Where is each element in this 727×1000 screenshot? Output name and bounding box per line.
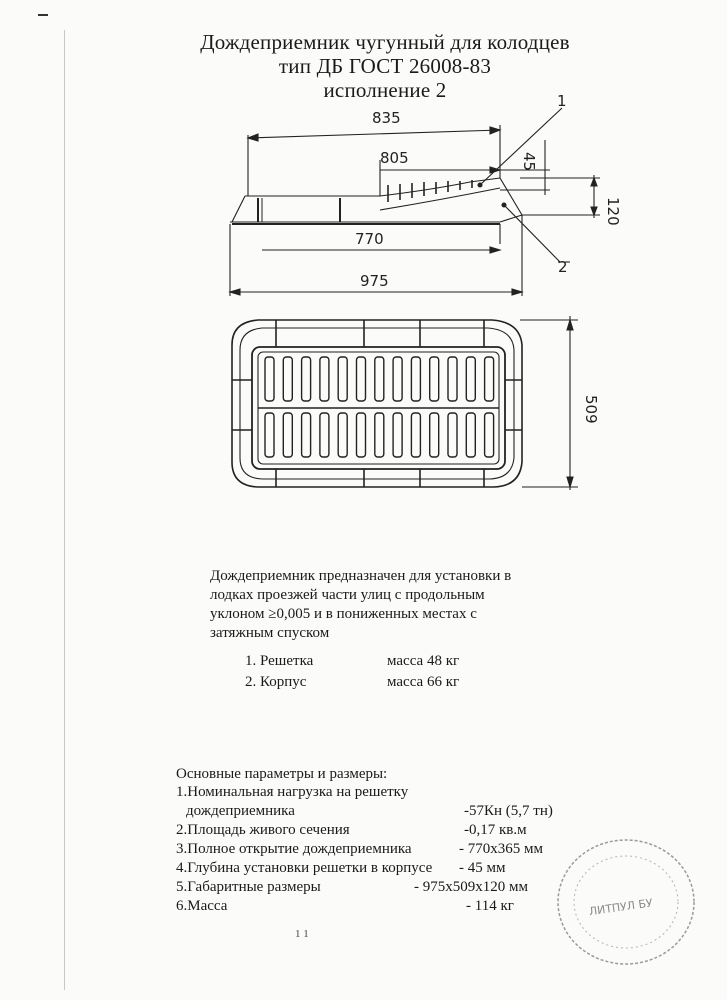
param-row	[176, 821, 576, 840]
param-value: - 975х509х120 мм	[414, 879, 528, 895]
param-label: 4.Глубина установки решетки в корпусе	[176, 860, 433, 876]
part-name: 1. Решетка	[245, 653, 314, 669]
grate-slot	[375, 413, 384, 457]
param-row	[176, 859, 576, 878]
param-label: 5.Габаритные размеры	[176, 879, 321, 895]
grate-slot	[448, 413, 457, 457]
param-value: - 770х365 мм	[459, 841, 543, 857]
dim-835-label: 835	[372, 109, 401, 127]
grate-slot	[375, 357, 384, 401]
param-label: 2.Площадь живого сечения	[176, 822, 350, 838]
description-text: Дождеприемник предназначен для установки в лодках проезжей части улиц с продольным уклоном ≥0,005 и в пониженных местах с затяжным спуском	[210, 568, 512, 641]
callout-2-label: 2	[558, 258, 568, 276]
grate-slot	[265, 413, 274, 457]
stamp-seal	[548, 830, 698, 970]
grate-slot	[357, 413, 366, 457]
param-value: -57Кн (5,7 тн)	[464, 803, 553, 819]
part-row	[245, 651, 485, 672]
dim-975-label: 975	[360, 272, 389, 290]
grate-slot	[338, 357, 347, 401]
dim-770-label: 770	[355, 230, 384, 248]
part-name: 2. Корпус	[245, 674, 307, 690]
title-line-1: Дождеприемник чугунный для колодцев	[200, 30, 570, 54]
grate-slots	[265, 357, 494, 457]
param-value: - 114 кг	[466, 898, 514, 914]
params-heading: Основные параметры и размеры:	[176, 766, 388, 782]
grate-slot	[265, 357, 274, 401]
grate-slot	[320, 357, 329, 401]
grate-slot	[411, 357, 420, 401]
grate-slot	[283, 357, 292, 401]
grate-slot	[485, 357, 494, 401]
grate-slot	[302, 357, 311, 401]
param-label: 1.Номинальная нагрузка на решетку	[176, 784, 409, 800]
footer-mark: 1 1	[295, 928, 309, 940]
param-value: - 45 мм	[459, 860, 506, 876]
dim-120-label: 120	[604, 197, 622, 226]
callout-1-label: 1	[557, 92, 567, 110]
param-row	[176, 897, 576, 916]
grate-slot	[448, 357, 457, 401]
grate-slot	[338, 413, 347, 457]
part-mass: масса 66 кг	[387, 674, 460, 690]
param-label: 6.Масса	[176, 898, 228, 914]
grate-slot	[320, 413, 329, 457]
param-row	[176, 802, 576, 821]
parts-list	[245, 651, 485, 693]
grate-slot	[466, 357, 475, 401]
grate-slot	[357, 357, 366, 401]
dim-45-label: 45	[520, 152, 538, 172]
param-row	[176, 783, 576, 802]
grate-slot	[466, 413, 475, 457]
grate-slot	[411, 413, 420, 457]
params-list	[176, 783, 576, 916]
param-label: дождеприемника	[186, 803, 295, 819]
plan-view	[232, 316, 578, 490]
grate-slot	[393, 413, 402, 457]
dim-509-label: 509	[582, 395, 600, 424]
dim-line-835	[248, 130, 500, 138]
dim-805-label: 805	[380, 149, 409, 167]
grate-slot	[430, 357, 439, 401]
param-row	[176, 878, 576, 897]
side-view	[230, 125, 522, 296]
title-line-2: тип ДБ ГОСТ 26008-83	[278, 54, 492, 78]
part-mass: масса 48 кг	[387, 653, 460, 669]
param-value: -0,17 кв.м	[464, 822, 527, 838]
stamp-text: ЛИТПУЛ БУ	[588, 896, 654, 919]
part-row	[245, 672, 485, 693]
grate-slot	[302, 413, 311, 457]
title-line-3: исполнение 2	[323, 78, 447, 102]
grate-slot	[430, 413, 439, 457]
param-label: 3.Полное открытие дождеприемника	[176, 841, 412, 857]
param-row	[176, 840, 576, 859]
grate-slot	[393, 357, 402, 401]
grate-slot	[485, 413, 494, 457]
grate-slot	[283, 413, 292, 457]
